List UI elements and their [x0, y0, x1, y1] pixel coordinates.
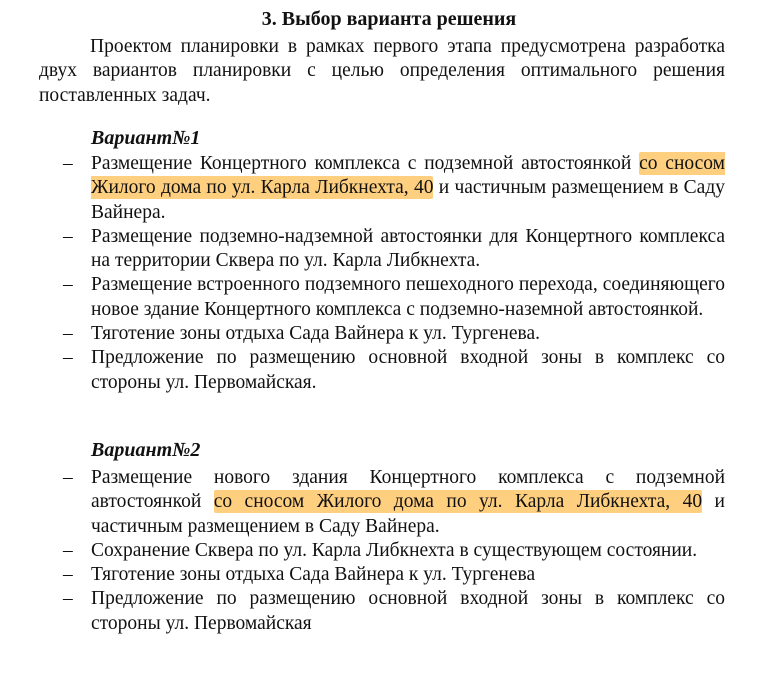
- intro-paragraph: Проектом планировки в рамках первого этапа предусмотрена разработка двух вариантов планировки с целью определения оптимального решения поставленных задач.: [39, 36, 725, 106]
- list-item-text: Размещение встроенного подземного пешеходного перехода, соединяющего новое здание Концертного комплекса с подземно-наземной автостоянкой.: [91, 274, 725, 320]
- list-item-text: Размещение подземно-надземной автостоянки для Концертного комплекса на территории Сквера по ул. Карла Либкнехта.: [91, 225, 725, 272]
- text-segment: Размещение Концертного комплекса с подземной автостоянкой: [91, 153, 640, 174]
- text-segment: и частичным размещением в Саду Вайнера.: [91, 491, 725, 537]
- list-dash: –: [63, 347, 73, 369]
- list-dash: –: [63, 323, 73, 345]
- list-item: [0, 346, 778, 395]
- list-item: [0, 225, 778, 274]
- list-item: [0, 152, 778, 225]
- highlighted-text: со сносом Жилого дома по ул. Карла Либкнехта, 40: [91, 153, 725, 199]
- list-dash: –: [63, 274, 73, 296]
- list-item: [0, 563, 778, 587]
- list-item-text: [91, 466, 725, 539]
- list-dash: –: [63, 153, 73, 174]
- list-item: [0, 587, 778, 636]
- list-item-text: [91, 152, 725, 225]
- text-segment: и частичным размещением в Саду Вайнера.: [91, 177, 725, 223]
- variant-2-list: [0, 466, 778, 636]
- text-segment: Размещение нового здания Концертного комплекса с подземной автостоянкой: [91, 467, 725, 513]
- list-dash: –: [63, 467, 73, 488]
- section-heading: 3. Выбор варианта решения: [261, 8, 517, 30]
- list-item: [0, 466, 778, 539]
- list-dash: –: [63, 564, 73, 586]
- list-dash: –: [63, 539, 73, 561]
- list-item: [0, 273, 778, 322]
- list-dash: –: [63, 225, 73, 247]
- list-item-text: Предложение по размещению основной входной зоны в комплекс со стороны ул. Первомайская.: [91, 347, 725, 393]
- variant-2-title: Вариант№2: [91, 439, 201, 461]
- list-item-text: Сохранение Сквера по ул. Карла Либкнехта в существующем состоянии.: [91, 539, 698, 561]
- variant-1-title: Вариант№1: [91, 127, 201, 149]
- list-item-text: Тяготение зоны отдыха Сада Вайнера к ул. Тургенева: [91, 564, 536, 586]
- list-item: [0, 322, 778, 346]
- list-item-text: Предложение по размещению основной входной зоны в комплекс со стороны ул. Первомайская: [91, 588, 725, 634]
- list-dash: –: [63, 588, 73, 610]
- list-item-text: Тяготение зоны отдыха Сада Вайнера к ул. Тургенева.: [91, 323, 540, 345]
- highlighted-text: со сносом Жилого дома по ул. Карла Либкнехта, 40: [213, 491, 703, 513]
- list-item: [0, 539, 778, 563]
- variant-1-list: [0, 152, 778, 395]
